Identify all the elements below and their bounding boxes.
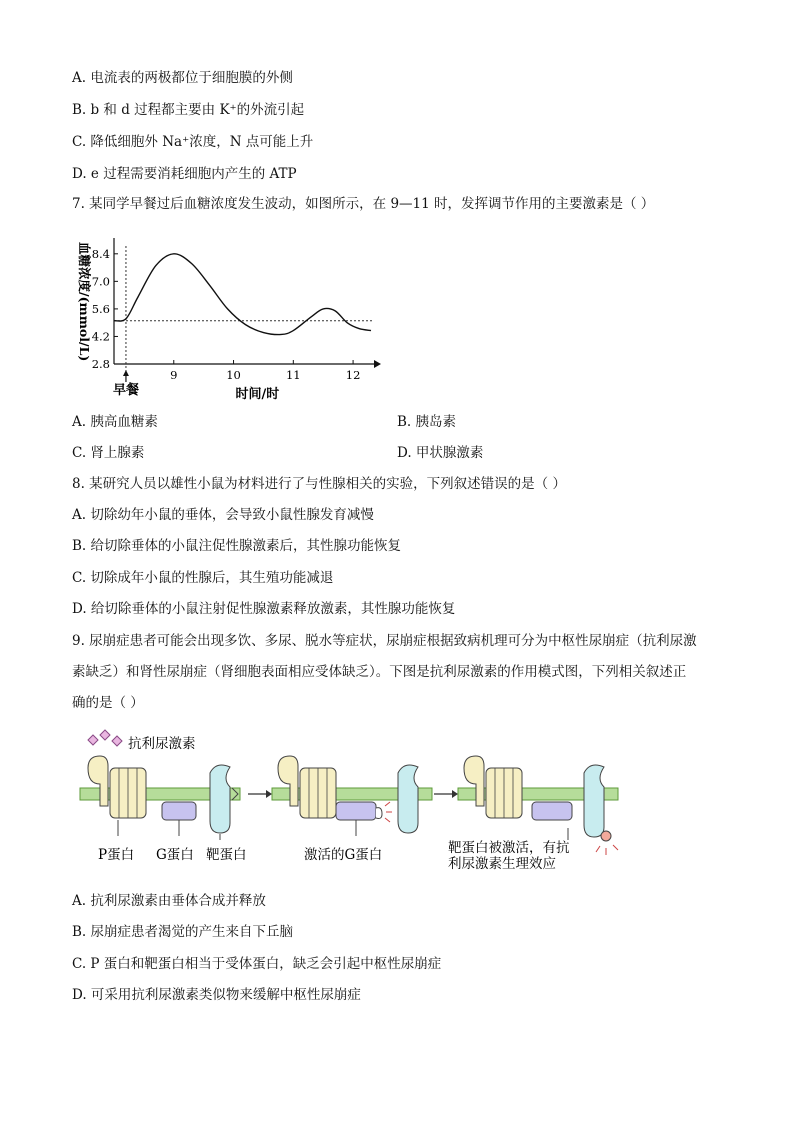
- blood-glucose-chart: [72, 228, 392, 412]
- g-protein-1: [162, 802, 196, 820]
- q7-option-c: C. 肾上腺素: [72, 445, 145, 461]
- glucose-curve: [114, 254, 371, 335]
- q7-option-a: A. 胰高血糖素: [72, 414, 158, 430]
- target-protein-label: 靶蛋白: [206, 847, 247, 863]
- y-tick-label: 2.8: [91, 357, 110, 371]
- q8-option-a: A. 切除幼年小鼠的垂体，会导致小鼠性腺发育减慢: [72, 507, 374, 523]
- activated-g-protein: [336, 802, 392, 822]
- q9-option-a: A. 抗利尿激素由垂体合成并释放: [72, 893, 266, 909]
- adh-mechanism-diagram: [72, 728, 632, 882]
- x-tick-label: 12: [345, 368, 361, 382]
- q9-stem-line-1: 9. 尿崩症患者可能会出现多饮、多尿、脱水等症状，尿崩症根据致病机理可分为中枢性尿崩症（抗利尿激: [72, 633, 697, 649]
- y-tick-label: 8.4: [91, 246, 110, 261]
- q9-stem-line-3: 确的是（ ）: [72, 695, 144, 711]
- q8-option-d: D. 给切除垂体的小鼠注射促性腺激素释放激素，其性腺功能恢复: [72, 601, 456, 617]
- breakfast-label: 早餐: [112, 383, 139, 398]
- target-protein-2: [398, 765, 418, 833]
- x-tick-label: 10: [226, 368, 241, 382]
- y-tick-label: 4.2: [91, 329, 110, 344]
- activated-target-label-2: 利尿激素生理效应: [448, 856, 556, 872]
- q6-option-c: C. 降低细胞外 Na⁺浓度，N 点可能上升: [72, 134, 314, 150]
- q8-option-c: C. 切除成年小鼠的性腺后，其生殖功能减退: [72, 570, 334, 586]
- q9-option-b: B. 尿崩症患者渴觉的产生来自下丘脑: [72, 924, 294, 940]
- q7-option-b: B. 胰岛素: [397, 414, 457, 430]
- p-protein-label: P蛋白: [98, 847, 135, 863]
- activated-target-label-1: 靶蛋白被激活，有抗: [448, 840, 570, 856]
- q7-option-d: D. 甲状腺激素: [397, 445, 484, 461]
- y-tick-label: 5.6: [91, 301, 110, 316]
- q8-stem: 8. 某研究人员以雄性小鼠为材料进行了与性腺相关的实验，下列叙述错误的是（ ）: [72, 476, 566, 492]
- x-tick-label: 9: [170, 368, 178, 382]
- activated-g-protein-label: 激活的G蛋白: [304, 847, 383, 863]
- g-protein-label: G蛋白: [156, 847, 194, 863]
- q9-option-d: D. 可采用抗利尿激素类似物来缓解中枢性尿崩症: [72, 987, 361, 1003]
- cell-membrane: [80, 788, 618, 800]
- hormone-legend-label: 抗利尿激素: [128, 736, 196, 752]
- q8-option-b: B. 给切除垂体的小鼠注促性腺激素后，其性腺功能恢复: [72, 538, 402, 554]
- blood-glucose-chart-svg: [72, 228, 392, 408]
- x-axis-label: 时间/时: [235, 387, 280, 402]
- q6-option-d: D. e 过程需要消耗细胞内产生的 ATP: [72, 166, 297, 182]
- x-axis-arrow: [374, 360, 381, 368]
- p-protein-2: [278, 756, 336, 818]
- p-protein-3: [464, 756, 522, 818]
- q6-option-b: B. b 和 d 过程都主要由 K⁺的外流引起: [72, 102, 305, 118]
- hormone-legend-icon: [88, 730, 122, 746]
- q9-stem-line-2: 素缺乏）和肾性尿崩症（肾细胞表面相应受体缺乏）。下图是抗利尿激素的作用模式图，下列相关叙述正: [72, 664, 687, 680]
- q6-option-a: A. 电流表的两极都位于细胞膜的外侧: [72, 70, 293, 86]
- g-protein-3: [532, 802, 572, 820]
- x-tick-label: 11: [285, 368, 301, 382]
- y-axis-label: 血糖浓度/(mmol/L): [77, 242, 92, 362]
- q7-stem: 7. 某同学早餐过后血糖浓度发生波动，如图所示，在 9—11 时，发挥调节作用的主要激素是（ ）: [72, 196, 655, 212]
- arrow-icon-1: [248, 790, 272, 798]
- activated-target-protein: [584, 765, 618, 855]
- y-tick-label: 7.0: [91, 274, 110, 289]
- arrow-icon-2: [434, 790, 458, 798]
- q9-option-c: C. P 蛋白和靶蛋白相当于受体蛋白，缺乏会引起中枢性尿崩症: [72, 956, 442, 972]
- adh-mechanism-svg: [72, 728, 632, 878]
- p-protein-1: [88, 756, 146, 818]
